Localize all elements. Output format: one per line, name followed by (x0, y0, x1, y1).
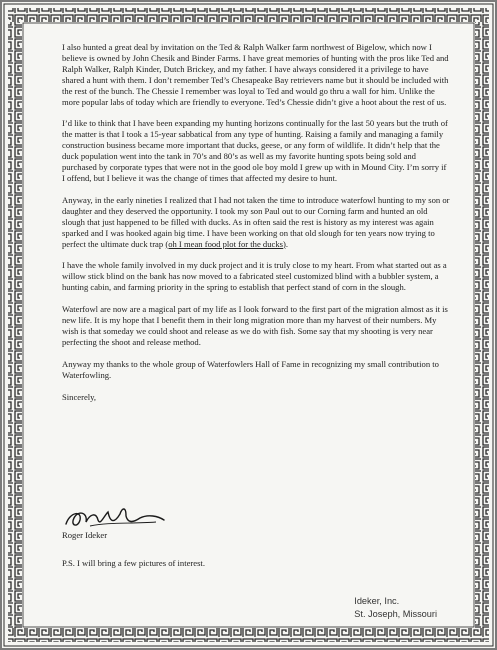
paragraph-waterfowl-magic: Waterfowl are now are a magical part of my life as I look forward to the first part of the migration almost as it is new life. It is my hope that I benefit them in their long migration more than my harvest of their numbers. My wish is that someday we could shoot and release as we do with fish. Some say that my shooting is very near perfecting the shoot and release method. (62, 304, 448, 347)
company-name: Ideker, Inc. (354, 596, 400, 606)
paragraph-duck-project: I have the whole family involved in my duck project and it is truly close to my heart. From what started out as a willow stick blind on the bank has now moved to a fabricated steel customized blind with a bubbler system, a hunting cabin, and farming priority in the spring to establish that perfect stand of corn in the slough. (62, 260, 447, 293)
company-location: St. Joseph, Missouri (354, 609, 437, 619)
signer-name: Roger Ideker (62, 530, 108, 540)
paragraph-early-nineties (62, 195, 450, 250)
handwritten-signature (60, 502, 170, 532)
paragraph-thanks: Anyway my thanks to the whole group of Waterfowlers Hall of Fame in recognizing my small contribution to Waterfowling. (62, 358, 439, 380)
paragraph-hunting-horizons: I’d like to think that I have been expanding my hunting horizons continually for the last 50 years but the truth of the matter is that I took a 15-year sabbatical from any type of hunting. Raising a family and managing a family construction business became more important that ducks, geese, or any form of wildlife. It didn’t help that the duck population went into the tank in 70’s and 80’s as well as my favorite hunting spots being sold and purchased by corporate types that were not in the good ole boy mold I grew up with in Mound City. I’m sorry if I offend, but I believe it was the change of times that affected my desire to hunt. (62, 118, 448, 183)
underlined-food-plot: (oh I mean food plot for the ducks) (165, 238, 286, 249)
company-block (354, 595, 437, 621)
closing-sincerely: Sincerely, (62, 391, 97, 402)
letter-page (2, 2, 495, 648)
postscript: P.S. I will bring a few pictures of interest. (62, 558, 205, 568)
paragraph-early-nineties-text: Anyway, in the early nineties I realized that I had not taken the time to introduce waterfowl hunting to my son or daughter and they deserved the opportunity. I took my son Paul out to our Corning farm and hunted an old slough that just happened to be filled with ducks. As in often said the rest is history as my interest was again sparked and I was hooked again big time. I have been working on that old slough for ten years now trying to perfect the ultimate duck trap (62, 194, 450, 249)
letter-body (62, 42, 450, 413)
paragraph-end-period: . (285, 238, 289, 249)
paragraph-walker-farm: I also hunted a great deal by invitation on the Ted & Ralph Walker farm northwest of Bigelow, which now I believe is owned by John Chesik and Binder Farms. I have great memories of hunting with the pros like Ted and Ralph Walker, Ralph Kinder, Dutch Brickey, and my father. I have always considered it a privilege to have shared a hunt with them. I don’t remember Ted’s Chesapeake Bay retrievers name but it should be included with the rest of the bunch. The Chessie I remember was loyal to Ted and would go thru a wall for him. Unlike the more popular labs of today which are friendly to everyone. Ted’s Chessie didn’t give a hoot about the rest of us. (62, 42, 449, 107)
